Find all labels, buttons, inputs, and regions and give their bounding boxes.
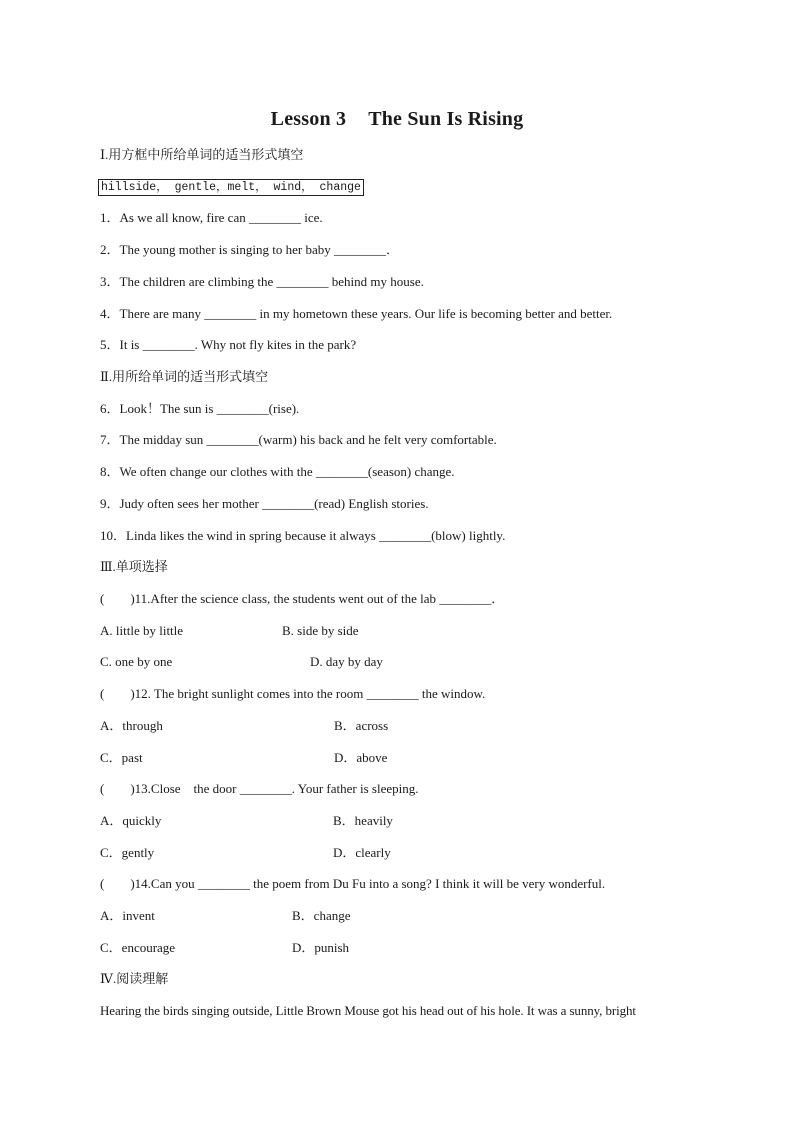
question-12: ( )12. The bright sunlight comes into the room ________ the window.	[100, 686, 486, 701]
lesson-number: Lesson 3	[270, 108, 347, 130]
option-11-a: A. little by little	[100, 623, 184, 638]
option-12-b: B．across	[334, 718, 389, 733]
option-13-b: B．heavily	[333, 813, 393, 828]
option-11-b: B. side by side	[282, 623, 359, 638]
word-box: hillside， gentle，melt， wind， change	[98, 179, 364, 196]
question-14: ( )14.Can you ________ the poem from Du Fu into a song? I think it will be very wonderful.	[100, 876, 606, 891]
question-2: 2．The young mother is singing to her baby ________．	[100, 242, 399, 257]
option-13-a: A．quickly	[100, 813, 162, 828]
option-14-b: B．change	[292, 908, 351, 923]
option-14-c: C．encourage	[100, 940, 176, 955]
question-1: 1．As we all know, fire can ________ ice.	[100, 210, 323, 225]
question-5: 5．It is ________. Why not fly kites in the park?	[100, 337, 357, 352]
option-11-c: C. one by one	[100, 654, 173, 669]
section-1-heading: Ⅰ.用方框中所给单词的适当形式填空	[100, 147, 304, 162]
option-12-c: C．past	[100, 750, 143, 765]
question-4: 4．There are many ________ in my hometown these years. Our life is becoming better and better.	[100, 306, 613, 321]
option-13-c: C．gently	[100, 845, 155, 860]
question-3: 3．The children are climbing the ________ behind my house.	[100, 274, 424, 289]
question-8: 8．We often change our clothes with the ________(season) change.	[100, 464, 455, 479]
question-6: 6．Look！The sun is ________(rise).	[100, 401, 300, 416]
reading-passage: Hearing the birds singing outside, Little Brown Mouse got his head out of his hole. It was a sunny, bright	[100, 1003, 636, 1018]
option-11-d: D. day by day	[310, 654, 383, 669]
option-14-a: A．invent	[100, 908, 155, 923]
section-4-heading: Ⅳ.阅读理解	[100, 971, 169, 986]
question-7: 7．The midday sun ________(warm) his back and he felt very comfortable.	[100, 432, 497, 447]
section-2-heading: Ⅱ.用所给单词的适当形式填空	[100, 369, 269, 384]
option-12-d: D．above	[334, 750, 388, 765]
question-13: ( )13.Close the door ________. Your father is sleeping.	[100, 781, 419, 796]
question-9: 9．Judy often sees her mother ________(read) English stories.	[100, 496, 429, 511]
section-3-heading: Ⅲ.单项选择	[100, 559, 168, 574]
page-title	[0, 107, 794, 131]
option-12-a: A．through	[100, 718, 163, 733]
question-10: 10．Linda likes the wind in spring because it always ________(blow) lightly.	[100, 528, 506, 543]
option-13-d: D．clearly	[333, 845, 391, 860]
lesson-name: The Sun Is Rising	[368, 108, 524, 130]
option-14-d: D．punish	[292, 940, 350, 955]
question-11: ( )11.After the science class, the students went out of the lab ________．	[100, 591, 505, 606]
